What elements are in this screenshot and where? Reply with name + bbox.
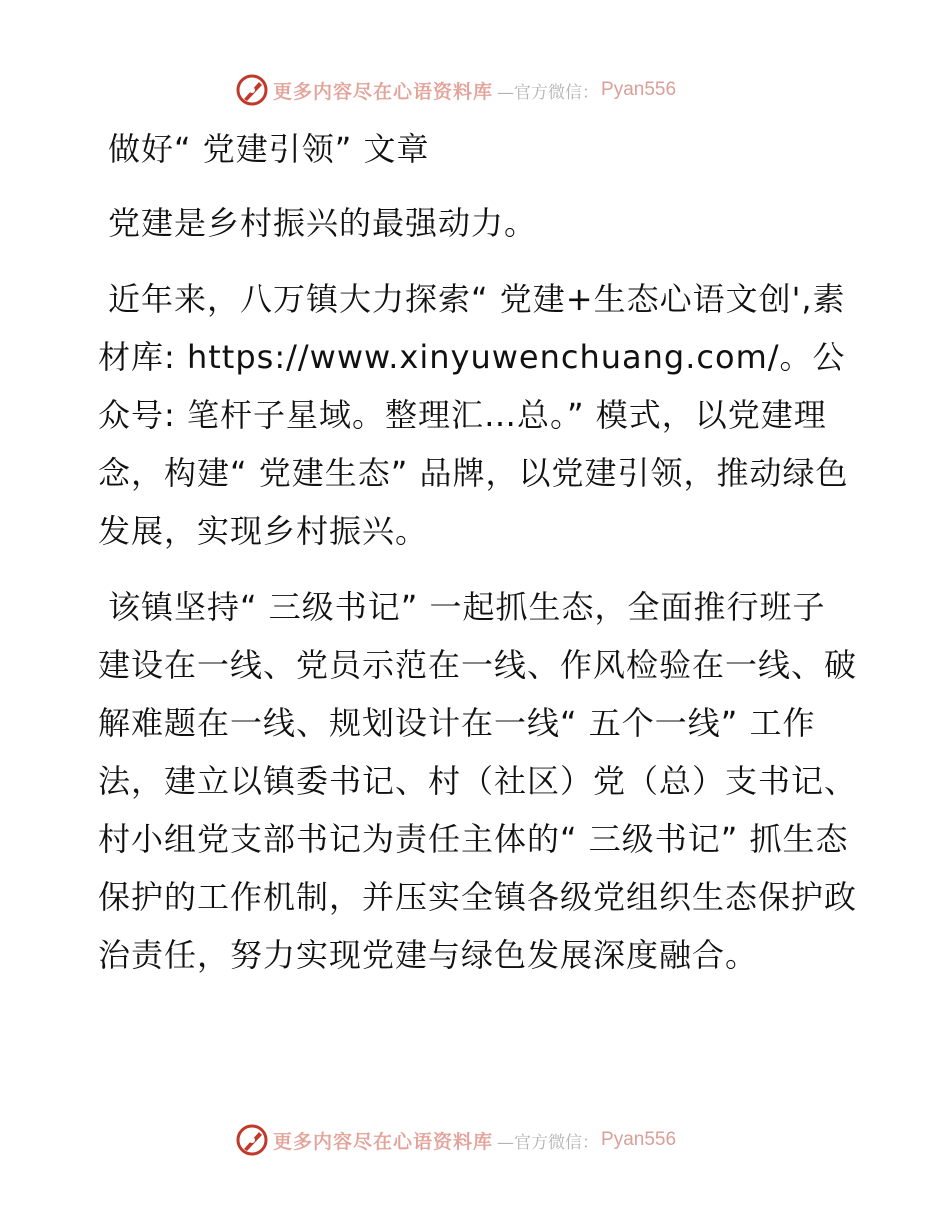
header-watermark <box>235 72 676 108</box>
lead-sentence: 党建是乡村振兴的最强动力。 <box>108 204 538 242</box>
document-body <box>98 120 858 984</box>
watermark-account-id: Pyan556 <box>601 1129 677 1150</box>
watermark-side-text: —官方微信： <box>497 1132 600 1153</box>
paragraph-1: 近年来，八万镇大力探索“ 党建+生态心语文创',素材库: https://www.xinyuwenchuang.com/。公众号: 笔杆子星域。整理汇…总。” 模式，以党建理念，构建“ 党建生态” 品牌，以党建引领，推动绿色发展，实现乡村振兴。 <box>98 280 849 550</box>
watermark-account-id: Pyan556 <box>601 79 677 100</box>
paragraph-2: 该镇坚持“ 三级书记” 一起抓生态，全面推行班子建设在一线、党员示范在一线、作风检验在一线、破解难题在一线、规划设计在一线“ 五个一线” 工作法，建立以镇委书记、村（社区）党（总）支书记、村小组党支部书记为责任主体的“ 三级书记” 抓生态保护的工作机制，并压实全镇各级党组织生态保护政治责任，努力实现党建与绿色发展深度融合。 <box>98 588 858 974</box>
quill-logo-icon <box>235 1123 269 1157</box>
watermark-main-text: 更多内容尽在心语资料库 <box>273 80 494 103</box>
watermark-side-text: —官方微信： <box>497 82 600 103</box>
article-title: 做好“ 党建引领” 文章 <box>108 130 430 168</box>
quill-logo-icon <box>235 73 269 107</box>
footer-watermark <box>235 1122 676 1158</box>
watermark-main-text: 更多内容尽在心语资料库 <box>273 1130 494 1153</box>
